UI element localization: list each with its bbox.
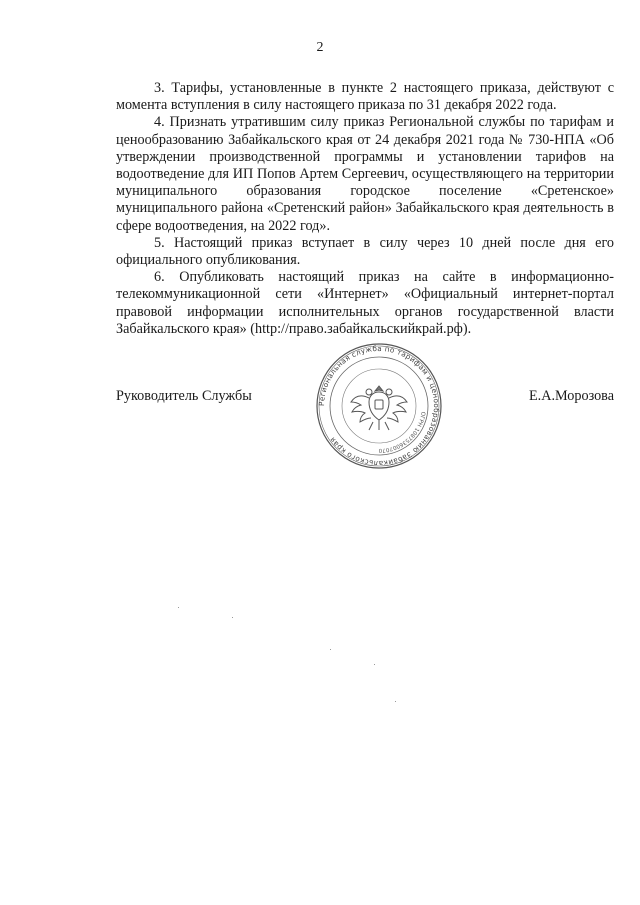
scan-speck: [395, 701, 396, 702]
paragraph-4: 4. Признать утратившим силу приказ Региональной службы по тарифам и ценообразованию Забайкальского края от 24 декабря 2021 года № 730-НПА «Об утверждении производственной программы и установлении тарифов на водоотведение для ИП Попов Артем Сергеевич, осуществляющего на территории муниципального образования городское поселение «Сретенское» муниципального района «Сретенский район» Забайкальского края деятельность в сфере водоотведения, на 2022 год».: [116, 114, 614, 234]
scan-speck: [232, 617, 233, 618]
seal-inner-text: ОГРН 1087536007070: [378, 411, 426, 454]
scan-speck: [178, 607, 179, 608]
paragraph-3: 3. Тарифы, установленные в пункте 2 настоящего приказа, действуют с момента вступления в силу настоящего приказа по 31 декабря 2022 года.: [116, 80, 614, 114]
paragraph-6: 6. Опубликовать настоящий приказ на сайте в информационно-телекоммуникационной сети «Интернет» «Официальный интернет-портал правовой информации исполнительных органов государственной власти Забайкальского края» (http://право.забайкальскийкрай.рф).: [116, 269, 614, 337]
coat-of-arms-icon: [351, 386, 407, 430]
signer-title: Руководитель Службы: [116, 388, 252, 404]
official-seal-stamp: [315, 342, 443, 470]
page-number: 2: [316, 40, 324, 55]
scan-speck: [374, 664, 375, 665]
seal-outer-text: Региональная служба по тарифам и ценообразованию Забайкальского края: [316, 343, 442, 469]
signer-name: Е.А.Морозова: [529, 388, 614, 404]
paragraph-5: 5. Настоящий приказ вступает в силу через 10 дней после дня его официального опубликования.: [116, 234, 614, 269]
scan-speck: [330, 649, 331, 650]
document-body: [116, 80, 614, 338]
